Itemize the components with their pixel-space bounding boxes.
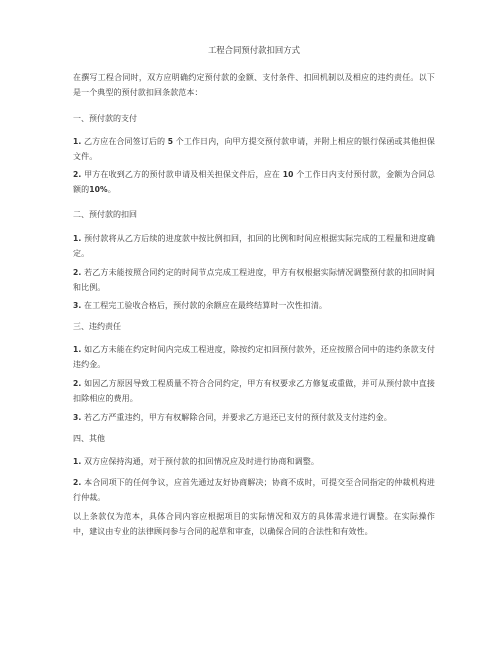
section-3-item-2 bbox=[73, 376, 435, 406]
section-heading-4: 四、其他 bbox=[73, 434, 105, 443]
closing-paragraph: 以上条款仅为范本，具体合同内容应根据项目的实际情况和双方的具体需求进行调整。在实际操作中，建议由专业的法律顾问参与合同的起草和审查，以确保合同的合法性和有效性。 bbox=[73, 512, 435, 536]
intro-paragraph: 在撰写工程合同时，双方应明确约定预付款的金额、支付条件、扣回机制以及相应的违约责任。以下是一个典型的预付款扣回条款范本： bbox=[73, 73, 435, 97]
section-1-item-2 bbox=[73, 167, 435, 197]
item-text: 在工程完工验收合格后，预付款的余额应在最终结算时一次性扣清。 bbox=[84, 301, 328, 310]
item-text: 如因乙方原因导致工程质量不符合合同约定，甲方有权要求乙方修复或重做，并可从预付款中直接扣除相应的费用。 bbox=[73, 379, 435, 403]
item-text: 甲方在收到乙方的预付款申请及相关担保文件后，应在 bbox=[84, 170, 281, 179]
item-emphasis: 10 bbox=[282, 170, 294, 179]
item-text: 若乙方严重违约，甲方有权解除合同，并要求乙方退还已支付的预付款及支付违约金。 bbox=[84, 413, 392, 422]
item-number: 1. bbox=[73, 234, 82, 243]
item-number: 2. bbox=[73, 379, 82, 388]
section-heading-3: 三、违约责任 bbox=[73, 322, 121, 331]
item-number: 1. bbox=[73, 137, 82, 146]
section-heading-1: 一、预付款的支付 bbox=[73, 114, 137, 123]
item-number: 1. bbox=[73, 345, 82, 354]
section-3-item-3 bbox=[73, 410, 435, 425]
item-text: 双方应保持沟通，对于预付款的扣回情况应及时进行协商和调整。 bbox=[84, 457, 319, 466]
item-text: 预付款将从乙方后续的进度款中按比例扣回，扣回的比例和时间应根据实际完成的工程量和进度确定。 bbox=[73, 234, 435, 258]
item-number: 2. bbox=[73, 268, 82, 277]
section-1-item-1 bbox=[73, 134, 435, 164]
item-emphasis: 10% bbox=[89, 185, 108, 194]
section-3-item-1 bbox=[73, 342, 435, 372]
section-2-item-1 bbox=[73, 231, 435, 261]
section-heading-2: 二、预付款的扣回 bbox=[73, 210, 137, 219]
item-number: 3. bbox=[73, 301, 82, 310]
item-number: 2. bbox=[73, 170, 82, 179]
section-2-item-2 bbox=[73, 265, 435, 295]
section-2-item-3 bbox=[73, 298, 435, 313]
item-text: 个工作日内，向甲方提交预付款申请，并附上相应的银行保函或其他担保文件。 bbox=[73, 137, 435, 161]
item-number: 3. bbox=[73, 413, 82, 422]
item-emphasis: 5 bbox=[167, 137, 174, 146]
item-text: 若乙方未能按照合同约定的时间节点完成工程进度，甲方有权根据实际情况调整预付款的扣回时间和比例。 bbox=[73, 268, 435, 292]
item-text: 如乙方未能在约定时间内完成工程进度，除按约定扣回预付款外，还应按照合同中的违约条款支付违约金。 bbox=[73, 345, 435, 369]
item-number: 1. bbox=[73, 457, 82, 466]
section-4-item-1 bbox=[73, 454, 435, 469]
item-text: 个工作日内支付预付款，金额为合同总额的 bbox=[73, 170, 435, 194]
document-title: 工程合同预付款扣回方式 bbox=[207, 45, 301, 55]
item-text: 本合同项下的任何争议，应首先通过友好协商解决；协商不成时，可提交至合同指定的仲裁机构进行仲裁。 bbox=[73, 478, 435, 502]
item-text: 。 bbox=[107, 185, 116, 194]
section-4-item-2 bbox=[73, 475, 435, 505]
item-number: 2. bbox=[73, 478, 82, 487]
item-text: 乙方应在合同签订后的 bbox=[84, 137, 166, 146]
